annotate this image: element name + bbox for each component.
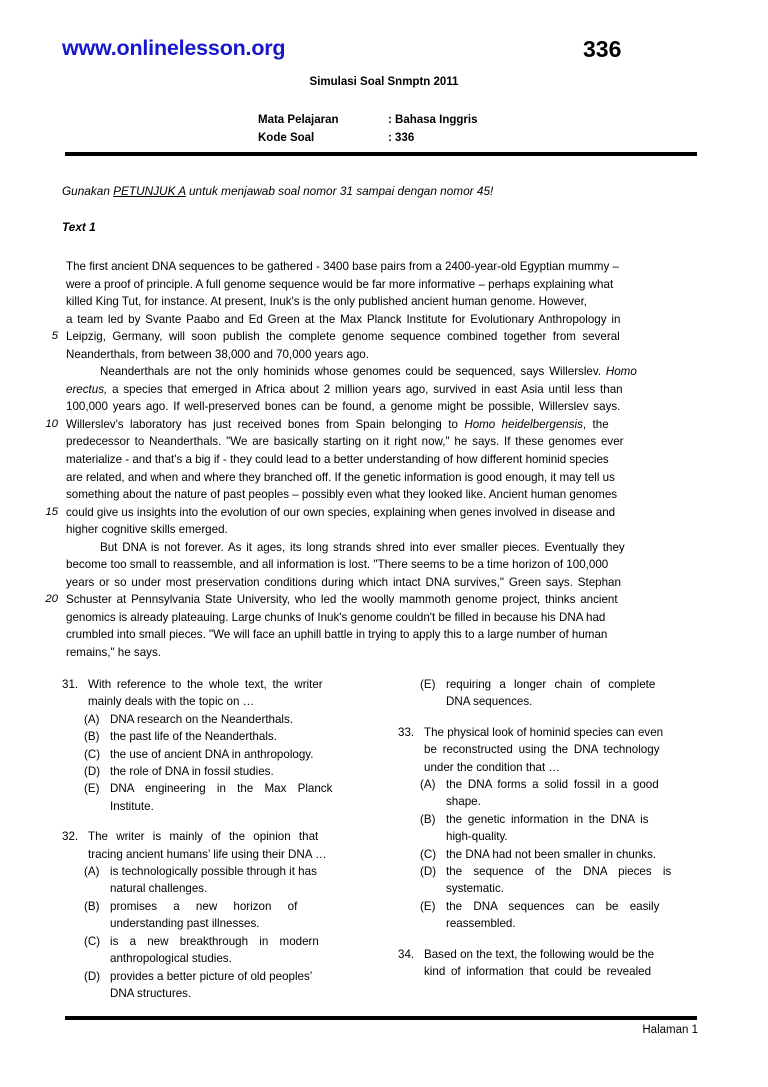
instruction-before: Gunakan xyxy=(62,184,114,198)
answer-option-text: promises a new horizon of xyxy=(110,899,298,913)
answer-option[interactable] xyxy=(398,776,698,793)
question-stem-line xyxy=(398,963,698,980)
passage-line xyxy=(62,363,698,381)
answer-option-text: DNA research on the Neanderthals. xyxy=(110,712,294,726)
question-stem-text: tracing ancient humans’ life using their DNA … xyxy=(88,847,327,861)
answer-option-text: the DNA forms a solid fossil in a good xyxy=(446,778,659,792)
question-block xyxy=(398,946,698,981)
answer-option-key: (B) xyxy=(84,730,100,744)
passage-line-text: 100,000 years ago. If well-preserved bones can be found, a genome might be possible, Willerslev says. xyxy=(66,400,621,414)
question-block xyxy=(62,828,362,1002)
passage-line-text: Leipzig, Germany, will soon publish the complete genome sequence combined together from several xyxy=(66,330,620,344)
passage-line-text: erectus, a species that emerged in Africa about 2 million years ago, survived in east Asia until less than xyxy=(66,382,623,396)
passage-line-text: killed King Tut, for instance. At present, Inuk's is the only published ancient human genome. However, xyxy=(66,295,588,309)
passage-line xyxy=(62,486,698,504)
answer-option[interactable] xyxy=(398,898,698,915)
footer-divider-rule xyxy=(65,1016,697,1020)
passage-line-text: materialize - and that's a big if - they could lead to a better understanding of how different hominid species xyxy=(66,453,609,467)
answer-option[interactable] xyxy=(62,968,362,985)
answer-option[interactable] xyxy=(398,828,698,845)
answer-option[interactable] xyxy=(62,880,362,897)
document-subtitle: Simulasi Soal Snmptn 2011 xyxy=(309,76,459,88)
passage-line-text: become too small to reassemble, and all information is lost. "There seems to be a time horizon of 100,000 xyxy=(66,558,609,572)
passage-line xyxy=(62,556,698,574)
answer-option[interactable] xyxy=(62,728,362,745)
passage-line xyxy=(62,311,698,329)
exam-meta-block xyxy=(258,111,477,147)
questions-area xyxy=(62,676,698,1006)
answer-option-key: (A) xyxy=(420,778,436,792)
answer-option-key: (C) xyxy=(420,847,437,861)
question-stem-text: mainly deals with the topic on … xyxy=(88,695,255,709)
passage-line-number: 10 xyxy=(45,417,58,430)
passage-line-text: could give us insights into the evolution of our own species, explaining when genes involved in disease and xyxy=(66,505,616,519)
question-stem-text: kind of information that could be revealed xyxy=(424,965,652,979)
passage-line-text: Neanderthals, from between 38,000 and 70,000 years ago. xyxy=(66,347,369,361)
answer-option-text: the DNA sequences can be easily xyxy=(446,899,660,913)
question-number: 31. xyxy=(62,678,79,691)
answer-option-text: systematic. xyxy=(446,882,504,896)
answer-option-text: DNA sequences. xyxy=(446,695,533,709)
header-divider-rule xyxy=(65,152,697,156)
meta-label-code: Kode Soal xyxy=(258,132,315,144)
questions-column-right xyxy=(398,676,698,994)
passage-line-text: predecessor to Neanderthals. "We are basically starting on it right now," he says. If these genomes ever xyxy=(66,435,624,449)
passage-line xyxy=(62,293,698,311)
passage-line-number: 15 xyxy=(45,505,58,518)
answer-option-key: (E) xyxy=(420,899,436,913)
answer-option-text: reassembled. xyxy=(446,917,516,931)
answer-option-text: the genetic information in the DNA is xyxy=(446,812,649,826)
answer-option-text: the past life of the Neanderthals. xyxy=(110,730,277,744)
question-stem-line xyxy=(62,846,362,863)
passage-line-text: a team led by Svante Paabo and Ed Green at the Max Planck Institute for Evolutionary Anthropology in xyxy=(66,312,621,326)
answer-option-key: (D) xyxy=(420,865,437,879)
passage-line xyxy=(51,328,698,346)
answer-option-key: (B) xyxy=(84,899,100,913)
exam-code-large: 336 xyxy=(583,36,622,62)
answer-option-text: anthropological studies. xyxy=(110,952,232,966)
passage-line xyxy=(62,626,698,644)
answer-option[interactable] xyxy=(398,693,698,710)
answer-option-key: (A) xyxy=(84,712,100,726)
meta-value-subject: : Bahasa Inggris xyxy=(388,114,478,126)
passage-body xyxy=(45,258,698,662)
questions-column-left xyxy=(62,676,362,1015)
answer-option-key: (B) xyxy=(420,812,436,826)
meta-row xyxy=(258,129,477,147)
answer-option-key: (E) xyxy=(420,678,436,691)
question-stem-text: The physical look of hominid species can even xyxy=(424,725,664,739)
answer-option[interactable] xyxy=(398,863,698,880)
question-stem-text: With reference to the whole text, the writer xyxy=(88,678,323,691)
answer-option[interactable] xyxy=(62,763,362,780)
passage-line xyxy=(62,433,698,451)
answer-option-text: provides a better picture of old peoples’ xyxy=(110,969,313,983)
answer-option[interactable] xyxy=(398,811,698,828)
passage-line-text: something about the nature of past peoples – possibly even what they looked like. Ancient human genomes xyxy=(66,488,618,502)
passage-line-text: Neanderthals are not the only hominids whose genomes could be sequenced, says Willerslev. Homo xyxy=(100,365,637,379)
passage-line-text: higher cognitive skills emerged. xyxy=(66,523,228,537)
answer-option-text: understanding past illnesses. xyxy=(110,917,260,931)
answer-option-text: shape. xyxy=(446,795,481,809)
answer-option-text: the role of DNA in fossil studies. xyxy=(110,765,274,779)
meta-label-subject: Mata Pelajaran xyxy=(258,114,339,126)
answer-option-text: the DNA had not been smaller in chunks. xyxy=(446,847,657,861)
question-stem-line xyxy=(398,946,698,963)
answer-option[interactable] xyxy=(62,798,362,815)
passage-line xyxy=(62,276,698,294)
question-stem-text: The writer is mainly of the opinion that xyxy=(88,830,319,844)
question-stem-line xyxy=(398,724,698,741)
question-stem-text: under the condition that … xyxy=(424,760,560,774)
answer-option-key: (C) xyxy=(84,934,101,948)
site-url: www.onlinelesson.org xyxy=(62,36,286,60)
passage-line xyxy=(62,258,698,276)
passage-line-text: remains," he says. xyxy=(66,646,161,660)
passage-line-number: 5 xyxy=(51,330,58,343)
passage-line xyxy=(62,398,698,416)
instruction-line xyxy=(62,184,493,198)
answer-option[interactable] xyxy=(398,880,698,897)
answer-option-key: (D) xyxy=(84,969,101,983)
answer-option[interactable] xyxy=(62,933,362,950)
answer-option[interactable] xyxy=(62,898,362,915)
passage-line-text: are related, and when and where they branched off. If the genetic information is good enough, it may tell us xyxy=(66,470,615,484)
passage-label: Text 1 xyxy=(62,220,96,234)
answer-option[interactable] xyxy=(398,793,698,810)
answer-option[interactable] xyxy=(398,846,698,863)
passage-line-text: crumbled into small pieces. "We will face an uphill battle in trying to apply this to a large number of human xyxy=(66,628,608,642)
answer-option-text: Institute. xyxy=(110,799,154,813)
passage-line-text: Schuster at Pennsylvania State University, who led the woolly mammoth genome project, thinks ancient xyxy=(66,593,618,607)
question-number: 34. xyxy=(398,947,415,961)
passage-line xyxy=(62,451,698,469)
answer-option[interactable] xyxy=(62,711,362,728)
passage-line xyxy=(62,609,698,627)
answer-option[interactable] xyxy=(62,746,362,763)
question-stem-line xyxy=(398,741,698,758)
question-stem-line xyxy=(62,828,362,845)
passage-line-text: But DNA is not forever. As it ages, its long strands shred into ever smaller pieces. Eventually they xyxy=(100,540,625,554)
question-block xyxy=(398,724,698,933)
footer-page-label: Halaman 1 xyxy=(642,1024,698,1036)
answer-option-key: (D) xyxy=(84,765,101,779)
passage-line-number: 20 xyxy=(45,593,58,606)
meta-row xyxy=(258,111,477,129)
passage-line xyxy=(62,521,698,539)
answer-option-text: DNA structures. xyxy=(110,986,192,1000)
answer-option-text: high-quality. xyxy=(446,830,508,844)
answer-option[interactable] xyxy=(62,915,362,932)
instruction-after: untuk menjawab soal nomor 31 sampai dengan nomor 45! xyxy=(185,184,494,198)
meta-value-code: : 336 xyxy=(388,132,415,144)
passage-line-text: were a proof of principle. A full genome sequence would be far more informative – perhaps explaining what xyxy=(66,277,614,291)
question-stem-line xyxy=(62,676,362,693)
passage-line xyxy=(62,644,698,662)
answer-option[interactable] xyxy=(62,985,362,1002)
question-stem-text: Based on the text, the following would be the xyxy=(424,947,655,961)
answer-option[interactable] xyxy=(62,780,362,797)
answer-option[interactable] xyxy=(62,950,362,967)
passage-line xyxy=(62,469,698,487)
passage-line xyxy=(45,416,698,434)
passage-line-text: Willerslev's laboratory has just received bones from Spain belonging to Homo heidelbergensis, the xyxy=(66,417,609,431)
answer-option[interactable] xyxy=(398,676,698,693)
question-block xyxy=(62,676,362,815)
instruction-underlined-petunjuk: PETUNJUK A xyxy=(113,184,186,198)
answer-option-text: requiring a longer chain of complete xyxy=(446,678,656,691)
passage-line xyxy=(62,539,698,557)
question-stem-line xyxy=(62,693,362,710)
passage-line-text: The first ancient DNA sequences to be gathered - 3400 base pairs from a 2400-year-old Egyptian mummy – xyxy=(66,260,619,273)
answer-option-text: the sequence of the DNA pieces is xyxy=(446,865,672,879)
answer-option[interactable] xyxy=(62,863,362,880)
passage-line-text: genomics is already plateauing. Large chunks of Inuk's genome couldn't be filled in because his DNA had xyxy=(66,610,606,624)
page-header xyxy=(0,36,768,70)
answer-option-text: DNA engineering in the Max Planck xyxy=(110,782,333,796)
answer-option[interactable] xyxy=(398,915,698,932)
question-number: 32. xyxy=(62,830,79,844)
answer-option-text: the use of ancient DNA in anthropology. xyxy=(110,747,314,761)
answer-option-key: (E) xyxy=(84,782,100,796)
question-number: 33. xyxy=(398,725,415,739)
question-stem-line xyxy=(398,759,698,776)
answer-option-key: (A) xyxy=(84,865,100,879)
answer-option-key: (C) xyxy=(84,747,101,761)
passage-line xyxy=(62,381,698,399)
passage-line xyxy=(62,574,698,592)
question-stem-text: be reconstructed using the DNA technology xyxy=(424,743,660,757)
answer-option-text: natural challenges. xyxy=(110,882,208,896)
answer-option-text: is a new breakthrough in modern xyxy=(110,934,319,948)
answer-option-text: is technologically possible through it has xyxy=(110,865,317,879)
question-block xyxy=(398,676,698,711)
passage-line-text: years or so under most preservation conditions during which intact DNA survives," Green says. Stephan xyxy=(66,575,621,589)
passage-line xyxy=(45,591,698,609)
passage-line xyxy=(45,504,698,522)
passage-line xyxy=(62,346,698,364)
